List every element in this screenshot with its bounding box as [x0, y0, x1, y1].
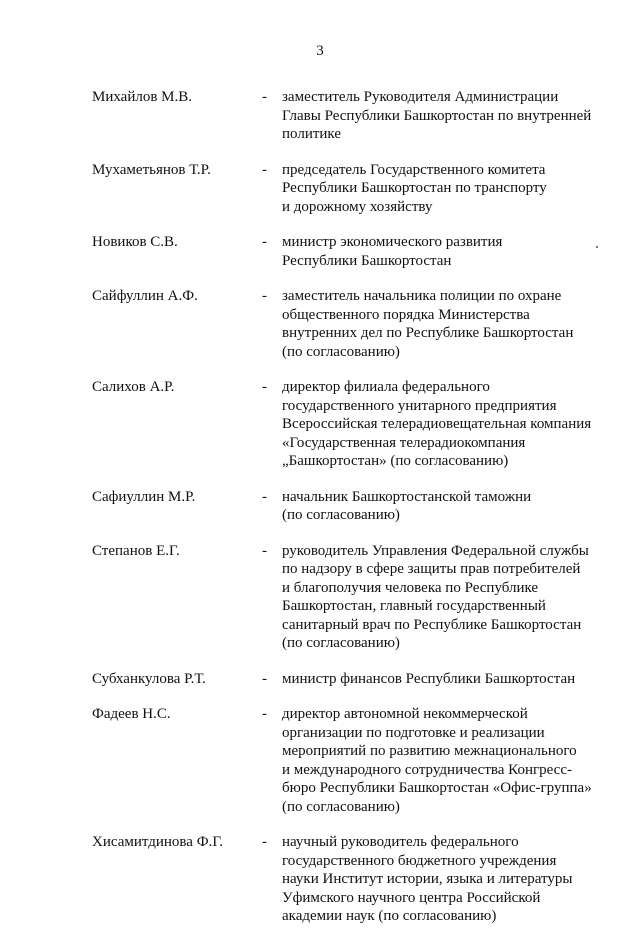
- role-line: санитарный врач по Республике Башкортостан: [282, 616, 582, 633]
- role-line: „Башкортостан» (по согласованию): [282, 453, 509, 469]
- entry-dash: -: [262, 234, 267, 250]
- role-line: бюро Республики Башкортостан «Офис-группа»: [282, 780, 592, 796]
- role-line: Уфимского научного центра Российской: [282, 889, 541, 906]
- member-name: Субханкулова Р.Т.: [92, 670, 206, 687]
- role-line: председатель Государственного комитета: [282, 161, 546, 178]
- role-line: и дорожному хозяйству: [282, 198, 433, 215]
- member-list: [92, 88, 612, 943]
- member-role: [282, 233, 602, 270]
- member-role: [282, 378, 602, 471]
- member-name: Сафиуллин М.Р.: [92, 488, 196, 505]
- member-role: [282, 88, 602, 144]
- role-line: Башкортостан, главный государственный: [282, 598, 546, 614]
- role-line: Республики Башкортостан: [282, 252, 452, 269]
- member-entry: [92, 378, 612, 471]
- entry-dash: -: [262, 288, 267, 304]
- role-line: директор филиала федерального: [282, 379, 490, 395]
- role-line: «Государственная телерадиокомпания: [282, 434, 526, 451]
- role-line: науки Институт истории, языка и литературы: [282, 871, 573, 887]
- member-role: [282, 161, 602, 217]
- role-line: (по согласованию): [282, 798, 400, 815]
- role-line: (по согласованию): [282, 635, 400, 651]
- role-line: мероприятий по развитию межнационального: [282, 743, 577, 759]
- role-line: организации по подготовке и реализации: [282, 724, 545, 741]
- role-line: (по согласованию): [282, 343, 400, 360]
- role-line: Главы Республики Башкортостан по внутренней: [282, 107, 592, 124]
- member-name: Новиков С.В.: [92, 234, 178, 250]
- role-line: Республики Башкортостан по транспорту: [282, 180, 547, 196]
- entry-dash: -: [262, 89, 267, 105]
- role-line: руководитель Управления Федеральной службы: [282, 542, 589, 559]
- member-role: [282, 542, 602, 653]
- entry-dash: -: [262, 706, 267, 722]
- role-line: государственного бюджетного учреждения: [282, 852, 557, 869]
- member-name: Фадеев Н.С.: [92, 706, 171, 722]
- page-number: 3: [316, 43, 324, 59]
- member-role: [282, 833, 602, 926]
- member-entry: [92, 161, 612, 217]
- member-entry: [92, 488, 612, 525]
- role-line: начальник Башкортостанской таможни: [282, 488, 532, 505]
- member-entry: [92, 233, 612, 270]
- member-role: [282, 488, 602, 525]
- member-name: Сайфуллин А.Ф.: [92, 288, 198, 304]
- role-line: академии наук (по согласованию): [282, 908, 497, 924]
- member-entry: [92, 705, 612, 816]
- entry-dash: -: [262, 834, 267, 850]
- entry-dash: -: [262, 488, 267, 505]
- role-line: (по согласованию): [282, 507, 400, 523]
- role-line: министр экономического развития: [282, 234, 503, 250]
- role-line: по надзору в сфере защиты прав потребителей: [282, 561, 581, 577]
- role-line: политике: [282, 126, 341, 142]
- role-line: общественного порядка Министерства: [282, 306, 530, 323]
- member-entry: [92, 88, 612, 144]
- entry-dash: -: [262, 161, 267, 178]
- role-line: государственного унитарного предприятия: [282, 397, 557, 414]
- member-entry: [92, 287, 612, 361]
- member-role: [282, 670, 602, 689]
- role-line: заместитель Руководителя Администрации: [282, 89, 559, 105]
- role-line: заместитель начальника полиции по охране: [282, 288, 562, 304]
- member-role: [282, 705, 602, 816]
- member-entry: [92, 542, 612, 653]
- member-entry: [92, 833, 612, 926]
- member-name: Хисамитдинова Ф.Г.: [92, 834, 224, 850]
- role-line: и международного сотрудничества Конгресс-: [282, 761, 572, 778]
- role-line: Всероссийская телерадиовещательная компания: [282, 416, 592, 432]
- role-line: внутренних дел по Республике Башкортостан: [282, 325, 574, 341]
- role-line: министр финансов Республики Башкортостан: [282, 670, 576, 687]
- role-line: директор автономной некоммерческой: [282, 706, 528, 722]
- member-name: Степанов Е.Г.: [92, 542, 180, 559]
- member-role: [282, 287, 602, 361]
- role-line: и благополучия человека по Республике: [282, 579, 539, 596]
- role-line: научный руководитель федерального: [282, 834, 519, 850]
- entry-dash: -: [262, 670, 267, 687]
- member-name: Михайлов М.В.: [92, 89, 193, 105]
- entry-dash: -: [262, 542, 267, 559]
- member-entry: [92, 670, 612, 689]
- member-name: Мухаметьянов Т.Р.: [92, 161, 211, 178]
- member-name: Салихов А.Р.: [92, 379, 175, 395]
- entry-dash: -: [262, 379, 267, 395]
